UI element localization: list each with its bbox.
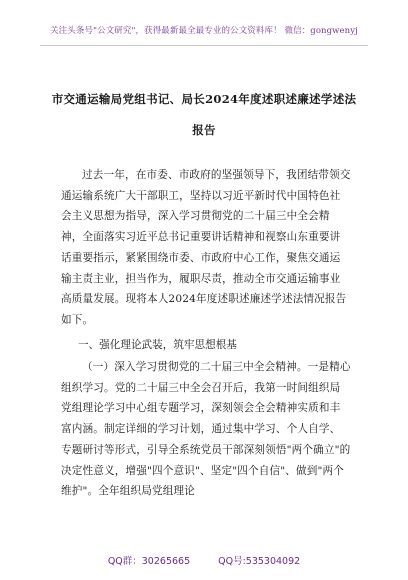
footer-qq-group: QQ群：30265665 [107,556,191,567]
document-title-continued: 报告 [192,123,216,137]
intro-paragraph-text: 过去一年，在市委、市政府的坚强领导下，我团结带领交通运输系统广大干部职工，坚持以习近平新时代中国特色社会主义思想为指导，深入学习贯彻党的二十届三中全会精神，全面落实习近平总书记重要讲话精神和视察山东重要讲话重要指示，紧紧围绕市委、市政府中心工作，聚焦交通运输主责主业，担当作为，履职尽责，推动全市交通运输事业高质量发展。现将本人2024年度述职述廉述学述法情况报告如下。 [61,169,351,326]
footer-qq-number: QQ号:535304092 [218,556,301,567]
section-paragraph [61,357,351,502]
header-divider [40,45,368,46]
header-banner: 关注头条号"公文研究"，获得最新最全最专业的公文资料库！ 微信：gongwenyj [50,26,358,36]
footer-contact [0,553,408,567]
section-heading: 一、强化理论武装，筑牢思想根基 [78,339,237,351]
section-paragraph-text: （一）深入学习贯彻党的二十届三中全会精神。一是精心组织学习。党的二十届三中全会召开后，我第一时间组织局党组理论学习中心组专题学习，深刻领会全会精神实质和丰富内涵。制定详细的学习计划，通过集中学习、个人自学、专题研讨等形式，引导全系统党员干部深刻领悟"两个确立"的决定性意义，增强"四个意识"、坚定"四个自信"、做到"两个维护"。全年组织局党组理论 [61,361,351,498]
document-title: 市交通运输局党组书记、局长2024年度述职述廉述学述法 [51,92,357,106]
intro-paragraph [61,165,351,331]
